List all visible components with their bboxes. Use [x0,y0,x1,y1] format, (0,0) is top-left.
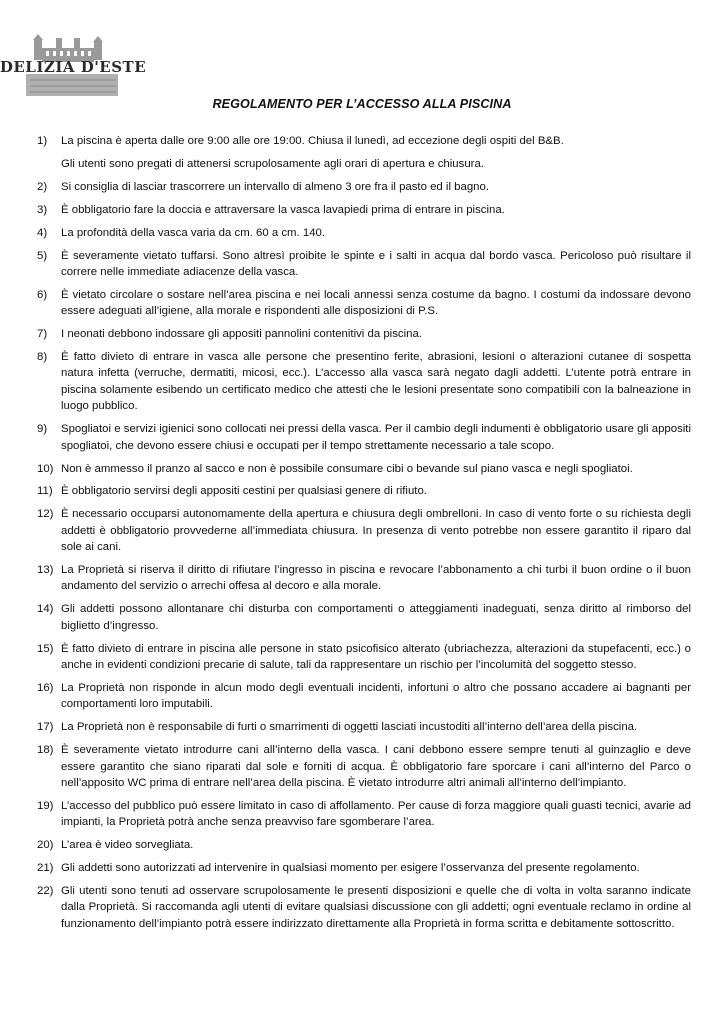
rule-item [37,461,691,477]
rule-number: 3) [37,203,48,216]
page-title: REGOLAMENTO PER L’ACCESSO ALLA PISCINA [212,97,512,111]
rule-number: 7) [37,328,48,341]
rule-text: L’accesso del pubblico può essere limitato in caso di affollamento. Per cause di forza maggiore quali guasti tecnici, avarie ad impianti, la Proprietà potrà anche senza preavviso fare sgomberare l’area. [61,799,691,829]
rule-text: Gli utenti sono tenuti ad osservare scrupolosamente le presenti disposizioni e quelle che di volta in volta saranno indicate dalla Proprietà. Si raccomanda agli utenti di evitare qualsiasi discussione con gli addetti; ogni eventuale reclamo in ordine al funzionamento dell’impianto potrà essere indirizzato direttamente alla Proprietà in forma scritta e debitamente sottoscritto. [61,885,691,930]
rule-item [37,248,691,281]
delizia-deste-logo [0,34,147,100]
rule-text: Gli addetti sono autorizzati ad intervenire in qualsiasi momento per esigere l’osservanza del presente regolamento. [61,862,640,875]
rule-item [37,601,691,634]
rule-item [37,641,691,674]
rule-number: 13) [37,564,54,577]
rule-item [37,179,691,195]
rule-text: I neonati debbono indossare gli appositi pannolini contenitivi da piscina. [61,328,422,341]
rule-text: È necessario occuparsi autonomamente della apertura e chiusura degli ombrelloni. In caso di vento forte o su richiesta degli addetti è obbligatorio provvederne all’immediata chiusura. In presenza di vento potrebbe non essere garantito il riparo dal sole ai cani. [61,508,691,554]
rule-number: 21) [37,862,54,875]
rule-number: 14) [37,603,54,616]
rule-item [37,742,691,791]
rule-text: Spogliatoi e servizi igienici sono collocati nei pressi della vasca. Per il cambio degli indumenti è obbligatorio usare gli appositi spogliatoi, che devono essere chiusi e occupati per il tempo strettamente necessario a tale scopo. [61,423,691,452]
rule-number: 5) [37,249,48,262]
rule-text: La Proprietà si riserva il diritto di rifiutare l’ingresso in piscina e revocare l’abbonamento a chi turbi il buon ordine o il buon andamento del servizio o arrechi offesa al decoro e alla morale. [61,564,691,593]
rule-text: È obbligatorio fare la doccia e attraversare la vasca lavapiedi prima di entrare in piscina. [61,203,505,216]
rule-text: La piscina è aperta dalle ore 9:00 alle ore 19:00. Chiusa il lunedì, ad eccezione degli ospiti del B&B. [61,135,564,147]
rule-text: È vietato circolare o sostare nell’area piscina e nei locali annessi senza costume da bagno. I costumi da indossare devono essere adeguati all’igiene, alla morale e rispondenti alle disposizioni di P.S. [61,288,691,318]
rule-item [37,680,691,713]
rule-item [37,483,691,499]
rule-text: L’area è video sorvegliata. [61,839,194,852]
rule-number: 12) [37,508,54,521]
rule-text: La profondità della vasca varia da cm. 60 a cm. 140. [61,226,326,239]
rule-text: È obbligatorio servirsi degli appositi cestini per qualsiasi genere di rifiuto. [61,485,427,498]
rules-list [37,133,691,939]
rule-item [37,287,691,320]
rule-number: 10) [37,462,54,475]
rule-text: È severamente vietato tuffarsi. Sono altresì proibite le spinte e i salti in acqua dal bordo vasca. Pericoloso può risultare il correre nelle immediate adiacenze della vasca. [61,249,691,278]
rule-text: Non è ammesso il pranzo al sacco e non è possibile consumare cibi o bevande sul piano vasca e negli spogliatoi. [61,462,633,475]
rule-text: Si consiglia di lasciar trascorrere un intervallo di almeno 3 ore fra il pasto ed il bagno. [61,180,489,193]
rule-number: 9) [37,423,48,436]
rule-item [37,719,691,735]
rule-text: Gli utenti sono pregati di attenersi scrupolosamente agli orari di apertura e chiusura. [61,157,484,170]
rule-item [37,133,691,172]
rule-number: 16) [37,681,54,694]
rule-number: 18) [37,744,54,757]
rule-number: 19) [37,799,54,812]
rule-number: 4) [37,226,48,239]
rule-item [37,562,691,595]
rule-number: 15) [37,642,54,655]
rule-item [37,860,691,876]
rule-text: La Proprietà non è responsabile di furti o smarrimenti di oggetti lasciati incustoditi all’interno dell’area della piscina. [61,721,638,734]
rule-number: 1) [37,135,48,147]
rule-text: È severamente vietato introdurre cani all’interno della vasca. I cani debbono essere sempre tenuti al guinzaglio e deve essere garantito che siano riparati dal sole e forniti di acqua. È obbligatorio fare sporcare i cani all’interno del Parco o nell’apposito WC prima di entrare nell’area della piscina. È vietato introdurre altri animali all’interno dell’impianto. [61,744,691,789]
rule-item [37,349,691,415]
rule-number: 8) [37,351,48,364]
rule-number: 2) [37,180,48,193]
rule-item [37,798,691,831]
rule-item [37,506,691,555]
rule-number: 22) [37,885,54,898]
svg-text:DELIZIA D'ESTE: DELIZIA D'ESTE [0,58,147,76]
rule-item [37,883,691,932]
rule-item [37,326,691,342]
rule-item [37,421,691,454]
rule-text: Gli addetti possono allontanare chi disturba con comportamenti o atteggiamenti inadeguati, senza diritto al rimborso del biglietto d’ingresso. [61,603,691,632]
rule-number: 6) [37,288,48,301]
rule-item [37,837,691,853]
rule-number: 17) [37,721,54,734]
rule-text: La Proprietà non risponde in alcun modo degli eventuali incidenti, infortuni o altro che possano accadere ai bagnanti per comportamenti loro imputabili. [61,681,691,711]
rule-item [37,225,691,241]
rule-item [37,202,691,218]
rule-text: È fatto divieto di entrare in vasca alle persone che presentino ferite, abrasioni, lesioni o alterazioni cutanee di sospetta natura infetta (verruche, dermatiti, micosi, ecc.). L’accesso alla vasca sarà negato dagli addetti. L’utente potrà entrare in piscina solamente esibendo un certificato medico che attesti che le lesioni presentate sono compatibili con la balneazione in luogo pubblico. [61,351,691,413]
rule-text: È fatto divieto di entrare in piscina alle persone in stato psicofisico alterato (ubriachezza, alterazioni da stupefacenti, ecc.) o anche in evidenti condizioni precarie di salute, tali da rappresentare un rischio per l’incolumità del soggetto stesso. [61,642,691,672]
rule-number: 11) [37,485,53,498]
rule-number: 20) [37,839,54,852]
